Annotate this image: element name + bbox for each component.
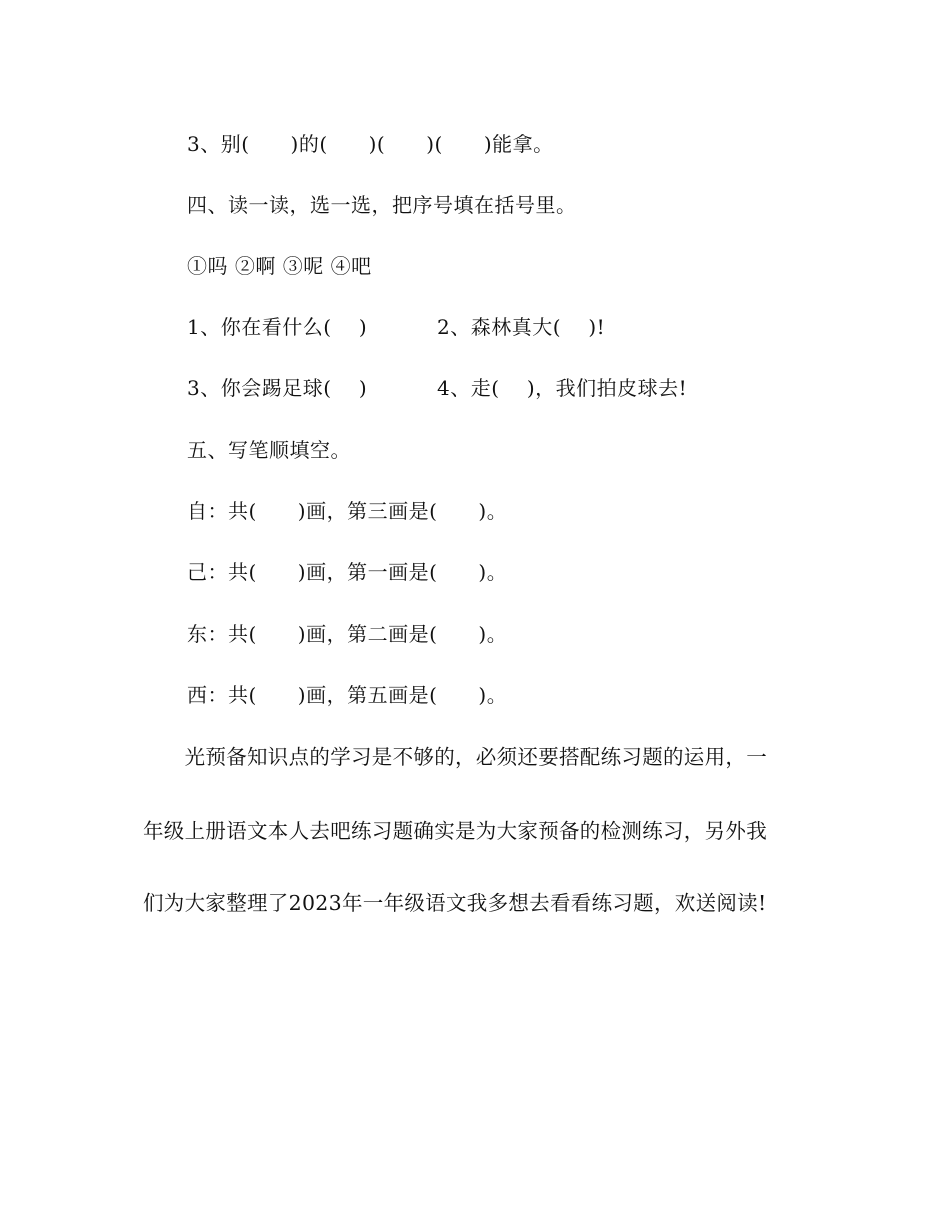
stroke-order-dong: 东：共( )画，第二画是( )。 — [187, 622, 508, 646]
closing-paragraph-line-2: 年级上册语文本人去吧练习题确实是为大家预备的检测练习，另外我 — [143, 819, 767, 843]
question-1: 1、你在看什么( ) — [187, 315, 368, 339]
stroke-order-ji: 己：共( )画，第一画是( )。 — [187, 560, 508, 584]
question-4: 4、走( )，我们拍皮球去! — [437, 376, 688, 400]
stroke-order-xi: 西：共( )画，第五画是( )。 — [187, 683, 508, 707]
closing-paragraph-line-3: 们为大家整理了2023年一年级语文我多想去看看练习题，欢送阅读! — [143, 891, 767, 915]
stroke-order-zi: 自：共( )画，第三画是( )。 — [187, 499, 508, 523]
options-line: ①吗 ②啊 ③呢 ④吧 — [187, 254, 372, 278]
section-5-title: 五、写笔顺填空。 — [187, 438, 351, 462]
question-3: 3、你会踢足球( ) — [187, 376, 368, 400]
section-4-title: 四、读一读，选一选，把序号填在括号里。 — [187, 193, 577, 217]
exercise-item-3: 3、别( )的( )( )( )能拿。 — [187, 132, 554, 156]
question-2: 2、森林真大( )! — [437, 315, 606, 339]
closing-paragraph-line-1: 光预备知识点的学习是不够的，必须还要搭配练习题的运用，一 — [143, 745, 767, 769]
